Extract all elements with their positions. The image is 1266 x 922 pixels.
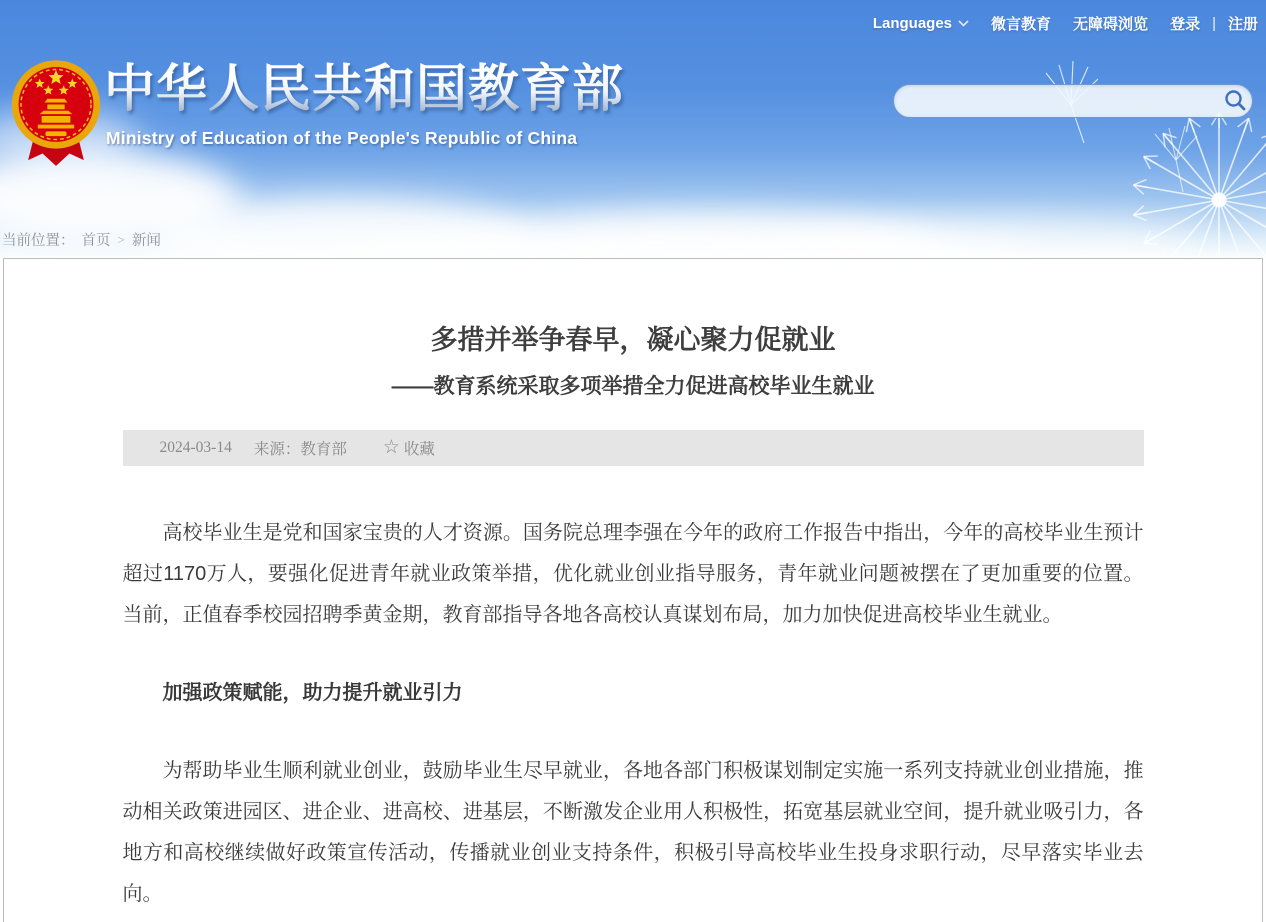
article-subheading: 加强政策赋能，助力提升就业引力 — [162, 682, 463, 705]
topbar-link-weiyan[interactable]: 微言教育 — [991, 17, 1052, 33]
article-meta-bar — [123, 430, 1144, 466]
article — [123, 259, 1144, 915]
favorite-button[interactable] — [383, 437, 435, 459]
topbar-link-accessibility[interactable]: 无障碍浏览 — [1073, 17, 1149, 33]
article-source: 来源：教育部 — [253, 441, 347, 459]
site-title-english: Ministry of Education of the People's Republic of China — [106, 128, 578, 148]
login-link[interactable]: 登录 — [1170, 17, 1201, 33]
register-link[interactable]: 注册 — [1227, 17, 1258, 33]
article-title: 多措并举争春早，凝心聚力促就业 — [430, 325, 836, 355]
content-panel — [3, 258, 1263, 922]
search-icon — [1223, 88, 1247, 112]
breadcrumb-current-link[interactable]: 新闻 — [131, 233, 161, 249]
search-input[interactable] — [893, 84, 1253, 118]
article-date: 2024-03-14 — [159, 439, 232, 457]
article-paragraph: 高校毕业生是党和国家宝贵的人才资源。国务院总理李强在今年的政府工作报告中指出，今年的高校毕业生预计超过1170万人，要强化促进青年就业政策举措，优化就业创业指导服务，青年就业问题被摆在了更加重要的位置。当前，正值春季校园招聘季黄金期，教育部指导各地各高校认真谋划布局，加力加快促进高校毕业生就业。 — [122, 522, 1144, 627]
topbar-divider: | — [1212, 15, 1216, 32]
search-bar — [893, 84, 1253, 118]
breadcrumb-home-link[interactable]: 首页 — [81, 233, 111, 249]
favorite-label: 收藏 — [403, 441, 435, 459]
breadcrumb-separator-icon: > — [117, 231, 125, 247]
topbar — [851, 13, 1258, 34]
breadcrumb-prefix: 当前位置： — [2, 233, 75, 249]
languages-menu[interactable] — [873, 15, 969, 32]
national-emblem-icon — [8, 58, 104, 174]
site-title: 中华人民共和国教育部 — [104, 60, 625, 117]
site-header — [0, 0, 1266, 258]
dandelion-seed-icon — [1141, 120, 1211, 200]
chevron-down-icon — [958, 20, 969, 27]
search-button[interactable] — [1221, 88, 1248, 115]
star-icon: ☆ — [382, 436, 400, 458]
breadcrumb — [2, 229, 161, 250]
article-subtitle: ——教育系统采取多项举措全力促进高校毕业生就业 — [391, 375, 875, 399]
article-paragraph: 为帮助毕业生顺利就业创业，鼓励毕业生尽早就业，各地各部门积极谋划制定实施一系列支持就业创业措施，推动相关政策进园区、进企业、进高校、进基层，不断激发企业用人积极性，拓宽基层就业空间，提升就业吸引力，各地方和高校继续做好政策宣传活动，传播就业创业支持条件，积极引导高校毕业生投身求职行动，尽早落实毕业去向。 — [122, 760, 1144, 906]
languages-label: Languages — [872, 15, 953, 32]
